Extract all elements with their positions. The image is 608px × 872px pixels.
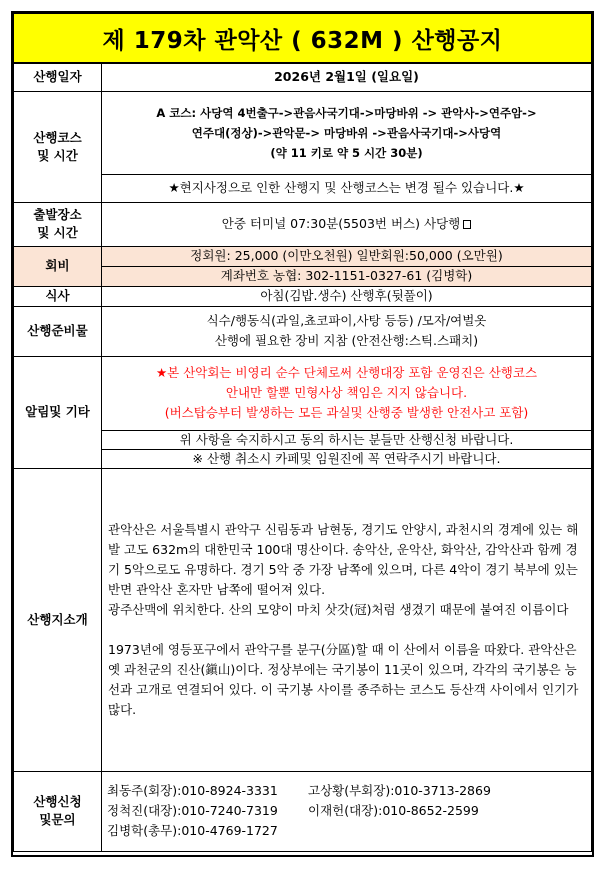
gear-value xyxy=(102,306,592,356)
fee-amount: 정회원: 25,000 (이만오천원) 일반회원:50,000 (오만원) xyxy=(102,246,592,266)
departure-label xyxy=(14,202,102,246)
liability-notice xyxy=(102,356,592,430)
contact-label-line2: 및문의 xyxy=(39,812,76,827)
contact-item: 김병학(총무):010-4769-1727 xyxy=(107,823,278,838)
fee-label: 회비 xyxy=(14,246,102,286)
contact-label-line1: 산행신청 xyxy=(33,794,82,809)
gear-label: 산행준비물 xyxy=(14,306,102,356)
fee-row xyxy=(14,246,592,266)
course-description xyxy=(102,91,592,174)
cancel-notice: ※ 산행 취소시 카페및 임원진에 꼭 연락주시기 바랍니다. xyxy=(102,449,592,468)
agreement-notice: 위 사항을 숙지하시고 동의 하시는 분들만 산행신청 바랍니다. xyxy=(102,430,592,449)
gear-line2: 산행에 필요한 장비 지참 (안전산행:스틱.스패치) xyxy=(214,333,479,348)
gear-row xyxy=(14,306,592,356)
intro-para3: 1973년에 영등포구에서 관악구를 분구(分區)할 때 이 산에서 이름을 따왔다. 관악산은 옛 과천군의 진산(鎭山)이다. 정상부에는 국기봉이 11곳이 있으며, 각각의 국기봉은 능선과 고개로 연결되어 있다. 이 국기봉 사이를 종주하는 코스도 등산객 사이에서 인기가 많다. xyxy=(108,641,579,717)
notices-label: 알림및 기타 xyxy=(14,356,102,468)
gear-line1: 식수/행동식(과일,쵸코파이,사탕 등등) /모자/여벌옷 xyxy=(206,313,487,328)
course-duration: (약 11 키로 약 5 시간 30분) xyxy=(270,145,423,160)
intro-para1: 관악산은 서울특별시 관악구 신림동과 남현동, 경기도 안양시, 과천시의 경계에 있는 해발 고도 632m의 대한민국 100대 명산이다. 송악산, 운악산, 화악산, 감악산과 함께 경기 5악으로도 유명하다. 경기 5악 중 가장 남쪽에 있으며, 다른 4악이 경기 북부에 있는 반면 관악산 혼자만 남쪽에 떨어져 있다. xyxy=(108,521,579,597)
contact-label xyxy=(14,771,102,851)
date-value: 2026년 2월1일 (일요일) xyxy=(102,63,592,91)
meal-value: 아침(김밥.생수) 산행후(뒷풀이) xyxy=(102,286,592,306)
intro-text xyxy=(102,468,592,771)
notices-row xyxy=(14,356,592,430)
departure-label-line2: 및 시간 xyxy=(37,225,78,240)
intro-label: 산행지소개 xyxy=(14,468,102,771)
date-label: 산행일자 xyxy=(14,63,102,91)
liability-line1: ★본 산악회는 비영리 순수 단체로써 산행대장 포함 운영진은 산행코스 xyxy=(155,365,538,380)
departure-text: 안중 터미널 07:30분(5503번 버스) 사당행 xyxy=(221,216,461,231)
departure-value xyxy=(102,202,592,246)
course-line2: 연주대(정상)->관악문-> 마당바위 ->관음사국기대->사당역 xyxy=(191,125,502,140)
course-label xyxy=(14,91,102,202)
departure-label-line1: 출발장소 xyxy=(33,207,82,222)
course-label-line2: 및 시간 xyxy=(37,147,78,163)
contact-item: 이재헌(대장):010-8652-2599 xyxy=(308,803,479,818)
liability-line3: (버스탑승부터 발생하는 모든 과실및 산행중 발생한 안전사고 포함) xyxy=(164,405,529,420)
meal-row xyxy=(14,286,592,306)
course-label-line1: 산행코스 xyxy=(33,129,82,145)
contact-item: 정척진(대장):010-7240-7319 xyxy=(107,803,278,818)
contact-list xyxy=(102,771,592,851)
course-row xyxy=(14,91,592,174)
meal-label: 식사 xyxy=(14,286,102,306)
contact-row xyxy=(14,771,592,851)
course-change-notice: ★현지사정으로 인한 산행지 및 산행코스는 변경 될수 있습니다.★ xyxy=(102,174,592,202)
course-line1: A 코스: 사당역 4번출구->관음사국기대->마당바위 -> 관악사->연주암-> xyxy=(156,105,537,120)
page-title: 제 179차 관악산 ( 632M ) 산행공지 xyxy=(14,14,592,64)
liability-line2: 안내만 할뿐 민형사상 책임은 지지 않습니다. xyxy=(225,385,468,400)
calendar-icon xyxy=(463,220,471,229)
fee-account: 계좌번호 농협: 302-1151-0327-61 (김병학) xyxy=(102,266,592,286)
notice-table xyxy=(13,13,592,852)
contact-item: 최동주(회장):010-8924-3331 xyxy=(107,783,278,798)
intro-para2: 광주산맥에 위치한다. 산의 모양이 마치 삿갓(冠)처럼 생겼기 때문에 붙여진 이름이다 xyxy=(108,601,569,617)
contact-item: 고상황(부회장):010-3713-2869 xyxy=(308,783,491,798)
departure-row xyxy=(14,202,592,246)
notice-sheet xyxy=(11,11,594,857)
intro-row xyxy=(14,468,592,771)
date-row xyxy=(14,63,592,91)
